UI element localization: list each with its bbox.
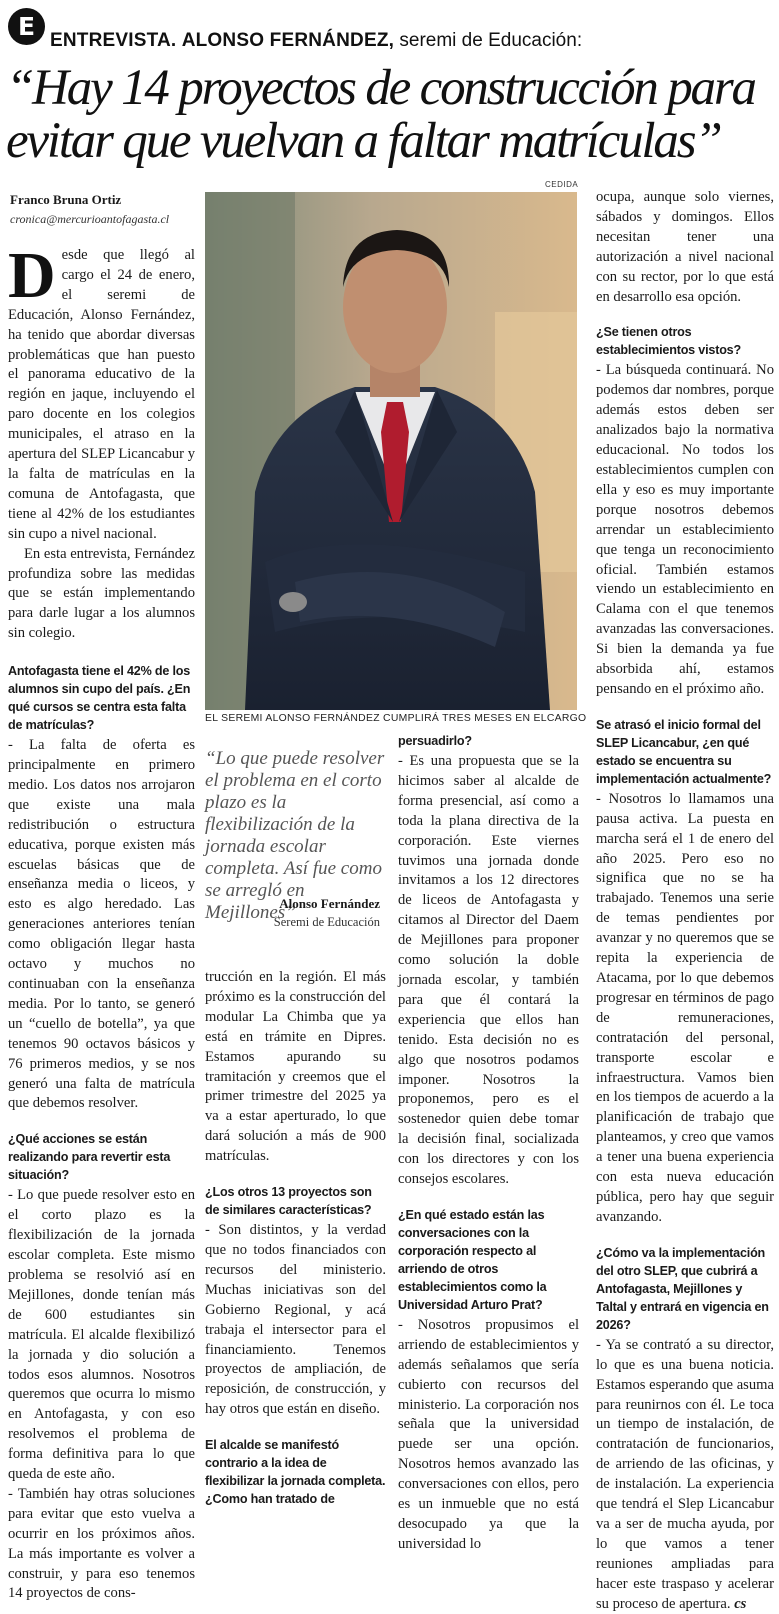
paragraph: ocupa, aunque solo viernes, sábados y domingos. Ellos necesitan tener una autorización a nivel nacional con su rector, por lo que está en desarrollo esa opción. bbox=[596, 189, 774, 305]
question: persuadirlo? bbox=[398, 734, 472, 748]
paragraph: trucción en la región. El más próximo es la construcción del modular La Chimba que ya está en trámite en Dipres. Estamos apurando su tramitación y creemos que el primer trimestre del 2025 ya va a estar aperturado, lo que dará solución a más de 900 matrículas. bbox=[205, 969, 386, 1165]
question: El alcalde se manifestó contrario a la idea de flexibilizar la jornada completa. ¿Como han tratado de bbox=[205, 1438, 386, 1507]
photo-caption: EL SEREMI ALONSO FERNÁNDEZ CUMPLIRÁ TRES MESES EN ELCARGO bbox=[205, 713, 587, 724]
portrait-photo bbox=[205, 192, 577, 710]
author-name: Franco Bruna Ortiz bbox=[10, 192, 122, 207]
photo-credit: CEDIDA bbox=[545, 180, 579, 189]
pull-quote: “Lo que puede resolver el problema en el corto plazo es la flexibilización de la jornada escolar completa. Así fue como se arregló en Mejillones” bbox=[205, 748, 385, 923]
question: ¿Qué acciones se están realizando para revertir esta situación? bbox=[8, 1132, 171, 1183]
column-1 bbox=[8, 239, 195, 1604]
column-3 bbox=[398, 732, 579, 1555]
answer: - Son distintos, y la verdad que no todos financiados con recursos del ministerio. Muchas iniciativas son del Gobierno Regional, y acá trabaja el intersector para el financiamiento. Tenemos proyectos de ampliación, de reposición, de construcción, y hay otros que están en diseño. bbox=[205, 1222, 386, 1418]
question: ¿En qué estado están las conversaciones con la corporación respecto al arriendo de otros establecimientos como la Universidad Arturo Prat? bbox=[398, 1207, 547, 1312]
pull-quote-role: Seremi de Educación bbox=[273, 915, 380, 929]
end-mark: cs bbox=[734, 1595, 747, 1612]
answer: - La falta de oferta es principalmente en primero medio. Los datos nos arrojaron que existe una mala redistribución o estructura educativa, porque existen más escuelas básicas que de enseñanza media o liceos, y esto es algo heredado. Las generaciones anteriores tenían como obligación llegar hasta octavo y muchos no continuaban con la enseñanza media. Por lo tanto, se generó un “cuello de botella”, ya que tenemos 90 octavos básicos y 76 primeros medios, y se nos generó una falta de matrícula que debemos resolver. bbox=[8, 737, 195, 1112]
answer: - Lo que puede resolver esto en el corto plazo es la flexibilización de la jornada escolar completa. Este mismo problema se resolvió así en Mejillones, donde tenían más de 600 estudiantes sin matrícula. El alcalde flexibilizó la jornada y dio solución a todos esos alumnos. Nosotros queremos que ocurra lo mismo en Antofagasta, y con eso resolvemos el problema de forma definitiva para lo que queda de este año. bbox=[8, 1187, 195, 1483]
question: ¿Se tienen otros establecimientos vistos? bbox=[596, 325, 741, 358]
answer bbox=[596, 1336, 774, 1614]
portrait-illustration bbox=[205, 192, 577, 710]
kicker-role: seremi de Educación: bbox=[394, 30, 583, 51]
kicker-section: ENTREVISTA. bbox=[50, 30, 177, 51]
headline: “Hay 14 proyectos de construcción para evitar que vuelvan a faltar matrículas” bbox=[6, 60, 755, 169]
kicker-name: ALONSO FERNÁNDEZ, bbox=[181, 30, 395, 51]
column-2 bbox=[205, 968, 386, 1510]
answer: - También hay otras soluciones para evitar que esto vuelva a ocurrir en los próximos años. La más importante es volver a construir, y para eso tenemos 14 proyectos de cons- bbox=[8, 1485, 195, 1602]
question: ¿Cómo va la implementación del otro SLEP, que cubrirá a Antofagasta, Mejillones y Taltal y entrará en vigencia en 2026? bbox=[596, 1245, 769, 1332]
author-email[interactable]: cronica@mercurioantofagasta.cl bbox=[10, 212, 170, 226]
question: Se atrasó el inicio formal del SLEP Licancabur, ¿en qué estado se encuentra su implementación actualmente? bbox=[596, 717, 772, 786]
column-4 bbox=[596, 188, 774, 1614]
pull-quote-name: Alonso Fernández bbox=[279, 896, 380, 911]
answer: - Nosotros propusimos el arriendo de establecimientos y además señalamos que sería cubierto con recursos del ministerio. La corporación nos señala que la universidad puede ser una opción. Nosotros hemos avanzado las conversaciones con ellos, pero es un inmueble que no está desocupado ya que la universidad lo bbox=[398, 1316, 579, 1552]
question: Antofagasta tiene el 42% de los alumnos sin cupo del país. ¿En qué cursos se centra esta falta de matrículas? bbox=[8, 664, 191, 733]
answer: - Es una propuesta que se la hicimos saber al alcalde de forma presencial, así como a toda la plana directiva de la corporación. Este viernes tuvimos una jornada donde invitamos a los 12 directores de liceos de Antofagasta y citamos al Director del Daem de Mejillones para proponer como solución la doble jornada escolar, y también para que él contará la experiencia que ellos han tenido. Esta decisión no es algo que nosotros podamos imponer. Nosotros la proponemos, pero es el sostenedor quien debe tomar la decisión final, socializada con los directores y con los consejos escolares. bbox=[398, 753, 579, 1188]
question: ¿Los otros 13 proyectos son de similares características? bbox=[205, 1185, 372, 1218]
section-badge: E bbox=[8, 8, 45, 45]
paragraph: En esta entrevista, Fernández profundiza sobre las medidas que se están implementando para darle lugar a los alumnos sin colegio. bbox=[8, 545, 195, 642]
kicker bbox=[50, 30, 582, 52]
lead-paragraph bbox=[8, 239, 195, 545]
answer: - Nosotros lo llamamos una pausa activa. La puesta en marcha será el 1 de enero del año 2025. Pero eso no significa que no se ha trabajado. Tenemos una serie de temas pendientes por avanzar y no queremos que se repita la experiencia de Atacama, por lo que debemos progresar en términos de pago de remuneraciones, contratación del personal, transporte escolar e infraestructura. Vamos bien en los tiempos de acuerdo a la planificación de trabajo que planteamos, y creo que vamos a tener una buena experiencia con esta nueva educación pública, pero hay que seguir avanzando. bbox=[596, 790, 774, 1225]
lead-text: esde que llegó al cargo el 24 de enero, el seremi de Educación, Alonso Fernández, ha tenido que abordar diversas problemáticas que han puesto el panorama educativo de la región en jaque, incluyendo el paro docente en los colegios municipales, el atraso en la apertura del SLEP Licancabur y la falta de matrículas en la comuna de Antofagasta, que tiene al 42% de los estudiantes sin cupo a nivel nacional. bbox=[8, 247, 195, 542]
answer-text: - Ya se contrató a su director, lo que es una buena noticia. Estamos esperando que asuma para reunirnos con él. Le toca un tiempo de instalación, de contratación de funcionarios, de arriendo de las oficinas, y de instalación. La experiencia que tendrá el Slep Licancabur va a ser de mucha ayuda, por lo que vamos a tener reuniones ampliadas para hacer este traspaso y acelerar su proceso de apertura. bbox=[596, 1336, 774, 1612]
drop-cap: D bbox=[8, 239, 56, 312]
answer: - La búsqueda continuará. No podemos dar nombres, porque además estos deben ser analizados bajo la normativa educacional. No todos los establecimientos cumplen con ella y eso es muy importante porque nosotros debemos arrendar un establecimiento que tenga un reconocimiento oficial. También estamos viendo un establecimiento en Calama con el que tenemos avanzadas las conversaciones. Si bien la demanda ya fue absorbida ahí, estamos pensando en el próximo año. bbox=[596, 362, 774, 697]
